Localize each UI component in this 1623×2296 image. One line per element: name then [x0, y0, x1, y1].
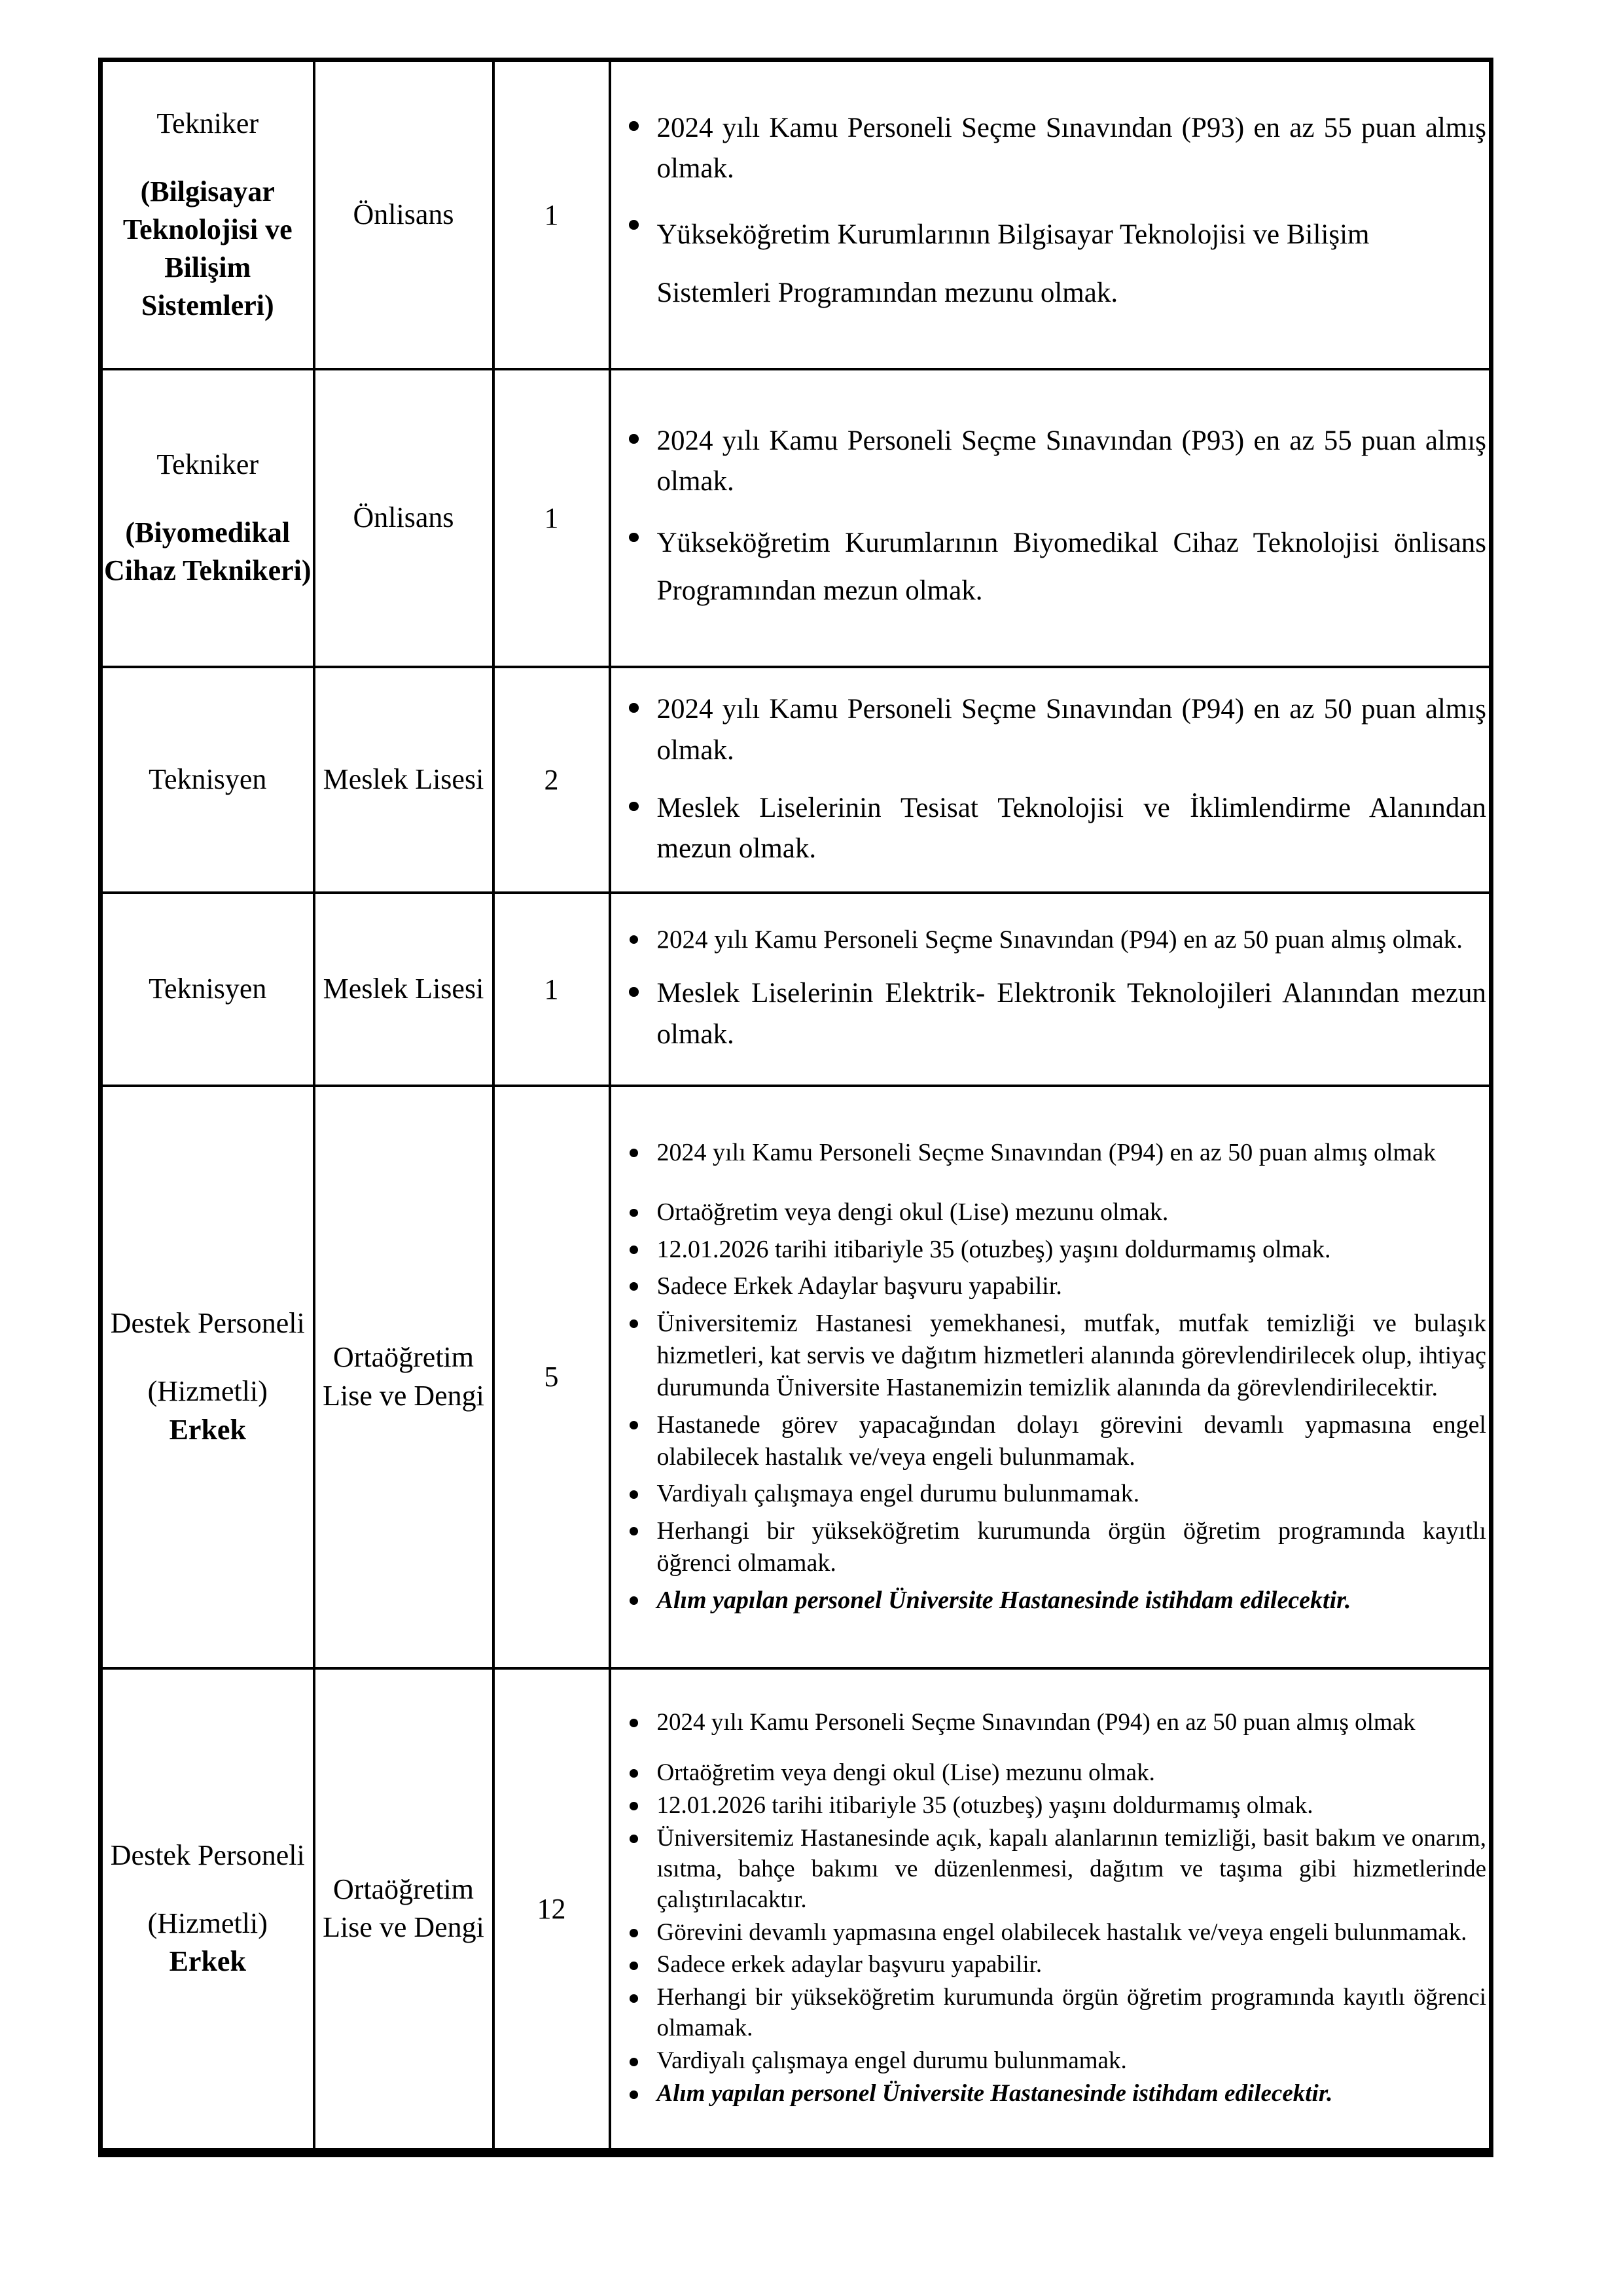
- bullet-dot: [630, 1149, 638, 1157]
- position-line: Teknisyen: [149, 762, 267, 795]
- requirement-text: Sadece erkek adaylar başvuru yapabilir.: [656, 1951, 1043, 1979]
- table-row: [101, 1668, 1491, 2153]
- requirement-item: [611, 1270, 1489, 1302]
- requirement-item: [611, 1308, 1489, 1405]
- position-line: [103, 484, 313, 514]
- requirement-item: [611, 1234, 1489, 1266]
- bullet-dot: [630, 1596, 638, 1605]
- bullet-icon: [611, 1708, 657, 1727]
- bullet-icon: [611, 206, 657, 229]
- bullet-dot: [630, 1209, 638, 1217]
- bullet-dot: [629, 121, 639, 131]
- bullet-dot: [630, 1929, 638, 1937]
- requirement-text: Üniversitemiz Hastanesinde açık, kapalı alanlarının temizliği, basit bakım ve onarım, ısıtma, bahçe bakımı ve düzenlenmesi, dağıtım ve taşıma gibi hizmetlerinde çalıştırılacaktır.: [656, 1824, 1486, 1913]
- requirements-cell: [610, 1086, 1491, 1668]
- requirement-text: Ortaöğretim veya dengi okul (Lise) mezunu olmak.: [656, 1759, 1155, 1786]
- requirement-text: 2024 yılı Kamu Personeli Seçme Sınavından (P94) en az 50 puan almış olmak.: [656, 694, 1486, 766]
- bullet-icon: [611, 1791, 657, 1810]
- bullet-dot: [629, 434, 639, 444]
- requirement-item: [611, 1196, 1489, 1229]
- requirement-item: [611, 108, 1489, 190]
- bullet-icon: [611, 421, 657, 444]
- table-row: [101, 893, 1491, 1086]
- requirements-list: [611, 689, 1489, 869]
- position-line: (Hizmetli): [147, 1907, 268, 1939]
- requirement-item: [611, 1918, 1489, 1948]
- requirement-text: Herhangi bir yükseköğretim kurumunda örgün öğretim programında kayıtlı öğrenci olmamak.: [656, 1516, 1486, 1577]
- requirement-item: [611, 1137, 1489, 1169]
- requirement-item: [611, 519, 1489, 615]
- position-line: Destek Personeli: [110, 1307, 305, 1340]
- position-line: (Hizmetli): [147, 1375, 268, 1408]
- count-cell: 2: [493, 667, 610, 893]
- requirement-text: 12.01.2026 tarihi itibariyle 35 (otuzbeş) yaşını doldurmamış olmak.: [656, 1791, 1313, 1819]
- requirement-text: Yükseköğretim Kurumlarının Biyomedikal Cihaz Teknolojisi önlisans Programından mezun olmak.: [656, 528, 1486, 607]
- position-cell: [101, 1086, 314, 1668]
- bullet-dot: [630, 2058, 638, 2066]
- requirement-text: Herhangi bir yükseköğretim kurumunda örgün öğretim programında kayıtlı öğrenci olmamak.: [656, 1984, 1486, 2042]
- bullet-icon: [611, 923, 657, 944]
- count-cell: 1: [493, 60, 610, 369]
- bullet-dot: [630, 1282, 638, 1291]
- requirements-list: [611, 421, 1489, 615]
- count-cell: 12: [493, 1668, 610, 2153]
- position-line: [103, 1342, 313, 1372]
- requirement-item: [611, 2046, 1489, 2077]
- bullet-dot: [629, 987, 639, 997]
- requirement-item: [611, 1708, 1489, 1738]
- requirement-item: [611, 1823, 1489, 1916]
- bullet-icon: [611, 973, 657, 996]
- bullet-dot: [630, 1527, 638, 1535]
- position-line: Erkek: [169, 1413, 246, 1446]
- position-cell: [101, 1668, 314, 2153]
- requirement-text: Meslek Liselerinin Tesisat Teknolojisi ve İklimlendirme Alanından mezun olmak.: [656, 793, 1486, 865]
- count-cell: 1: [493, 369, 610, 667]
- requirement-item: [611, 788, 1489, 870]
- requirement-text: Alım yapılan personel Üniversite Hastanesinde istihdam edilecektir.: [656, 2080, 1333, 2108]
- position-cell: [101, 667, 314, 893]
- requirement-text: Hastanede görev yapacağından dolayı görevini devamlı yapmasına engel olabilecek hastalık ve/veya engeli bulunmamak.: [656, 1410, 1486, 1471]
- table-row: [101, 369, 1491, 667]
- requirement-item: [611, 421, 1489, 503]
- bullet-icon: [611, 1515, 657, 1535]
- requirement-item: [611, 2079, 1489, 2109]
- position-line: (Bilgisayar Teknolojisi ve Bilişim Sistemleri): [122, 175, 293, 322]
- education-cell: Önlisans: [314, 60, 493, 369]
- bullet-icon: [611, 1585, 657, 1605]
- requirement-text: Görevini devamlı yapmasına engel olabilecek hastalık ve/veya engeli bulunmamak.: [656, 1918, 1467, 1946]
- bullet-dot: [630, 1802, 638, 1810]
- bullet-icon: [611, 108, 657, 131]
- requirement-item: [611, 206, 1489, 321]
- requirement-text: Sadece Erkek Adaylar başvuru yapabilir.: [656, 1272, 1062, 1300]
- requirement-item: [611, 1791, 1489, 1821]
- bullet-dot: [629, 703, 639, 713]
- position-cell: [101, 60, 314, 369]
- requirements-list: [611, 108, 1489, 322]
- requirement-text: Vardiyalı çalışmaya engel durumu bulunmamak.: [656, 2047, 1127, 2075]
- position-line: Erkek: [169, 1945, 246, 1978]
- bullet-icon: [611, 1409, 657, 1429]
- requirement-item: [611, 1409, 1489, 1474]
- requirements-list: [611, 1137, 1489, 1617]
- bullet-icon: [611, 519, 657, 542]
- bullet-icon: [611, 1478, 657, 1498]
- bullet-dot: [629, 220, 639, 230]
- table-row: [101, 1086, 1491, 1668]
- requirement-text: 2024 yılı Kamu Personeli Seçme Sınavından (P94) en az 50 puan almış olmak.: [656, 925, 1463, 954]
- count-cell: 5: [493, 1086, 610, 1668]
- requirement-text: Yükseköğretim Kurumlarının Bilgisayar Teknolojisi ve Bilişim Sistemleri Programından mezunu olmak.: [656, 219, 1370, 308]
- requirement-item: [611, 1478, 1489, 1510]
- education-cell: Meslek Lisesi: [314, 893, 493, 1086]
- requirement-text: Üniversitemiz Hastanesi yemekhanesi, mutfak, mutfak temizliği ve bulaşık hizmetleri, kat servis ve dağıtım hizmetleri alanında görevlendirilecek olup, ihtiyaç durumunda Üniversite Hastanemizin temizlik alanında da görevlendirilecektir.: [656, 1309, 1486, 1402]
- requirement-item: [611, 1758, 1489, 1789]
- table-row: [101, 667, 1491, 893]
- bullet-dot: [630, 1319, 638, 1328]
- bullet-icon: [611, 689, 657, 712]
- table-body: [101, 60, 1491, 2153]
- education-cell: Önlisans: [314, 369, 493, 667]
- requirement-item: [611, 923, 1489, 956]
- bullet-icon: [611, 1308, 657, 1328]
- requirement-item: [611, 689, 1489, 771]
- position-cell: [101, 369, 314, 667]
- bullet-icon: [611, 1758, 657, 1778]
- recruitment-table: [98, 58, 1493, 2157]
- bullet-dot: [630, 1719, 638, 1727]
- bullet-icon: [611, 1982, 657, 2002]
- bullet-icon: [611, 1270, 657, 1291]
- bullet-dot: [629, 802, 639, 812]
- bullet-dot: [630, 1835, 638, 1843]
- requirement-text: Vardiyalı çalışmaya engel durumu bulunmamak.: [656, 1480, 1140, 1508]
- bullet-icon: [611, 1950, 657, 1969]
- bullet-dot: [630, 1421, 638, 1429]
- requirement-text: 2024 yılı Kamu Personeli Seçme Sınavından (P93) en az 55 puan almış olmak.: [656, 112, 1486, 185]
- requirement-item: [611, 973, 1489, 1055]
- bullet-dot: [629, 533, 639, 543]
- bullet-icon: [611, 2046, 657, 2066]
- bullet-icon: [611, 2079, 657, 2098]
- bullet-dot: [630, 1769, 638, 1778]
- position-line: Tekniker: [156, 448, 259, 480]
- education-cell: Ortaöğretim Lise ve Dengi: [314, 1086, 493, 1668]
- requirement-item: [611, 1982, 1489, 2044]
- requirement-text: Alım yapılan personel Üniversite Hastanesinde istihdam edilecektir.: [656, 1586, 1351, 1614]
- requirement-text: 2024 yılı Kamu Personeli Seçme Sınavından (P94) en az 50 puan almış olmak: [656, 1708, 1416, 1736]
- bullet-dot: [630, 1490, 638, 1499]
- requirements-cell: [610, 667, 1491, 893]
- position-line: Teknisyen: [149, 972, 267, 1005]
- position-line: Tekniker: [156, 107, 259, 140]
- requirements-cell: [610, 60, 1491, 369]
- position-cell: [101, 893, 314, 1086]
- requirements-list: [611, 1708, 1489, 2110]
- requirement-item: [611, 1950, 1489, 1981]
- requirements-list: [611, 923, 1489, 1055]
- bullet-dot: [630, 1962, 638, 1970]
- bullet-dot: [630, 2090, 638, 2099]
- bullet-icon: [611, 1137, 657, 1157]
- bullet-icon: [611, 1234, 657, 1254]
- requirement-text: 2024 yılı Kamu Personeli Seçme Sınavından (P94) en az 50 puan almış olmak: [656, 1138, 1436, 1166]
- position-line: Destek Personeli: [110, 1839, 305, 1871]
- requirement-text: Ortaöğretim veya dengi okul (Lise) mezunu olmak.: [656, 1198, 1169, 1227]
- requirements-cell: [610, 369, 1491, 667]
- requirements-cell: [610, 1668, 1491, 2153]
- bullet-icon: [611, 1823, 657, 1843]
- bullet-dot: [630, 1246, 638, 1254]
- bullet-icon: [611, 1918, 657, 1937]
- table-row: [101, 60, 1491, 369]
- bullet-dot: [630, 1994, 638, 2003]
- bullet-icon: [611, 788, 657, 811]
- requirements-cell: [610, 893, 1491, 1086]
- requirement-text: 12.01.2026 tarihi itibariyle 35 (otuzbeş) yaşını doldurmamış olmak.: [656, 1235, 1331, 1263]
- requirement-item: [611, 1585, 1489, 1617]
- position-line: (Biyomedikal Cihaz Teknikeri): [103, 516, 312, 587]
- position-line: [103, 143, 313, 173]
- bullet-icon: [611, 1196, 657, 1217]
- requirement-item: [611, 1515, 1489, 1580]
- position-line: [103, 1874, 313, 1905]
- count-cell: 1: [493, 893, 610, 1086]
- requirement-text: Meslek Liselerinin Elektrik- Elektronik Teknolojileri Alanından mezun olmak.: [656, 978, 1486, 1050]
- education-cell: Meslek Lisesi: [314, 667, 493, 893]
- bullet-dot: [630, 935, 638, 944]
- requirement-text: 2024 yılı Kamu Personeli Seçme Sınavından (P93) en az 55 puan almış olmak.: [656, 425, 1486, 497]
- education-cell: Ortaöğretim Lise ve Dengi: [314, 1668, 493, 2153]
